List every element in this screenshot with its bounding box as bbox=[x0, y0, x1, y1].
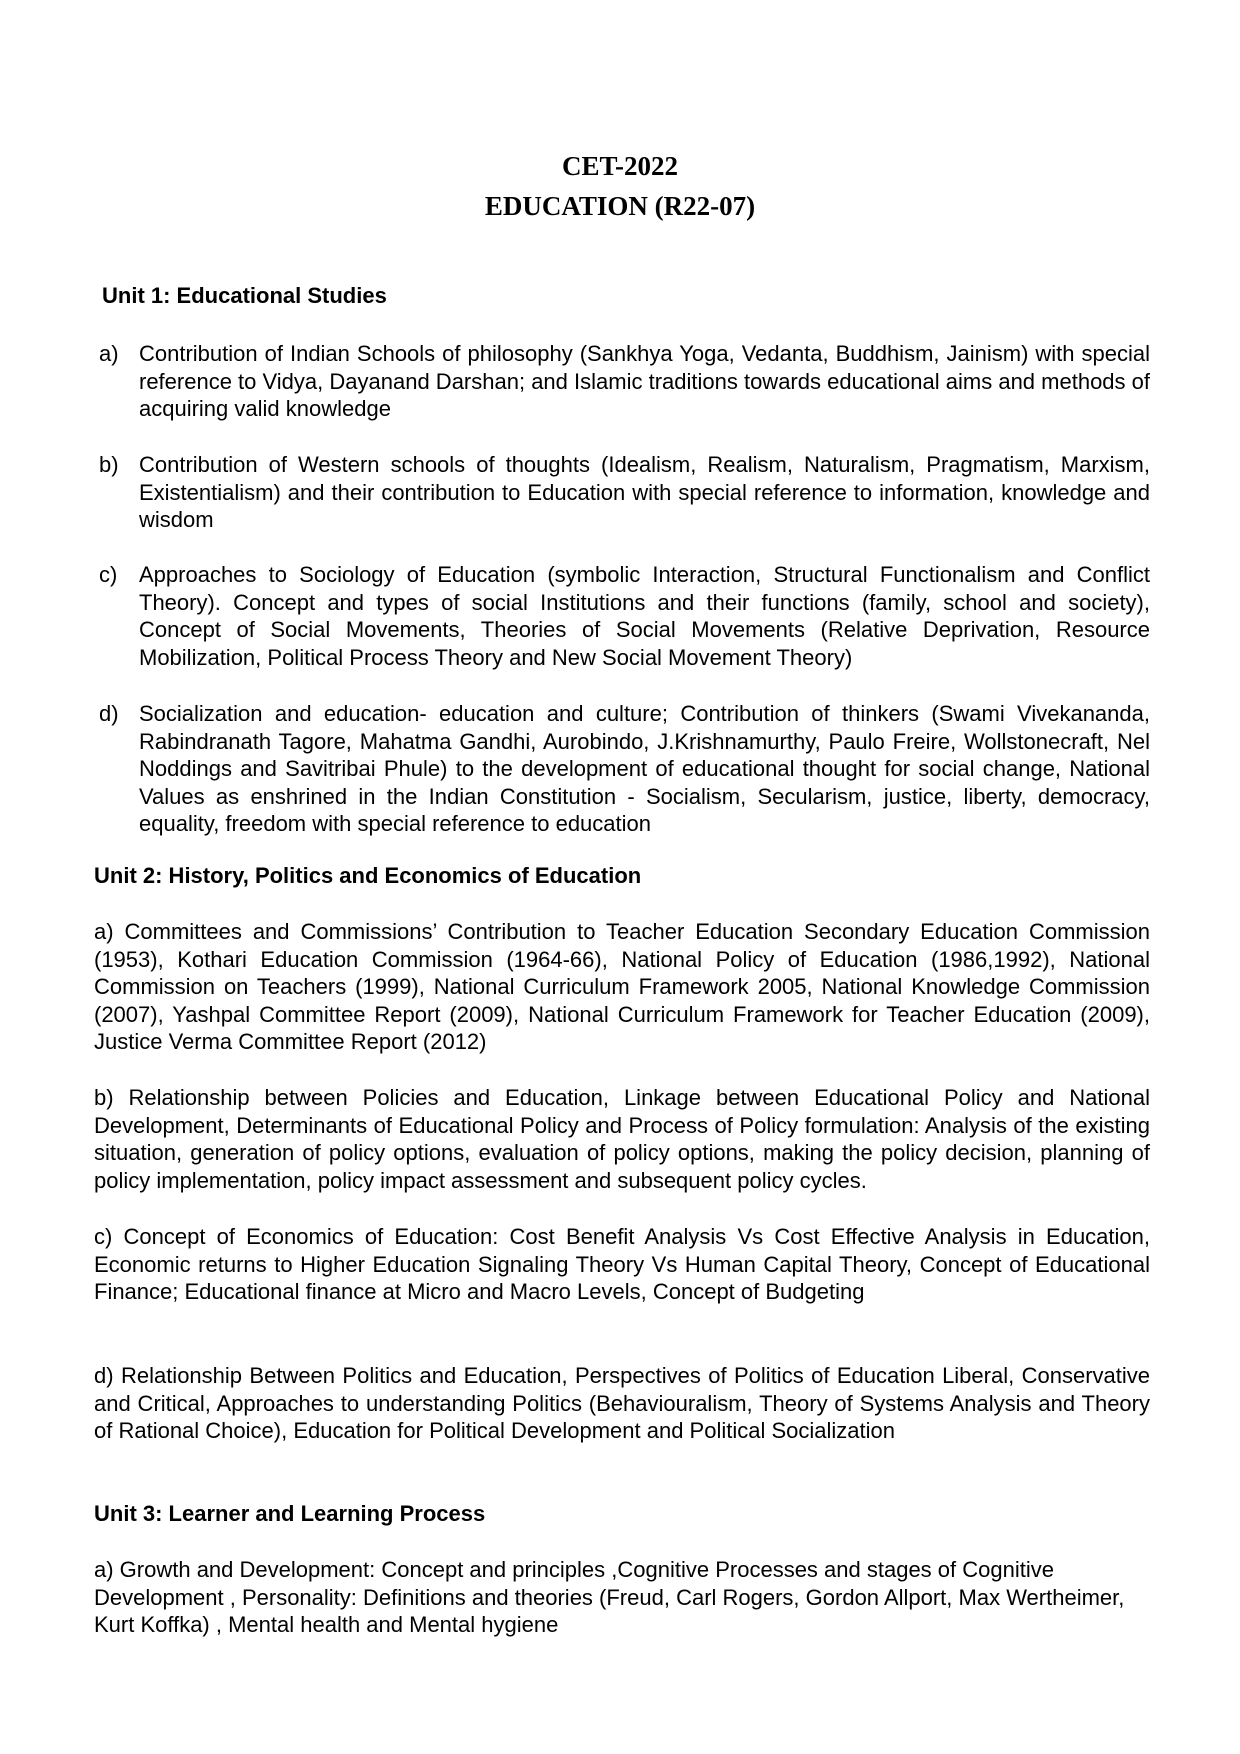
unit-3-heading: Unit 3: Learner and Learning Process bbox=[94, 1501, 486, 1526]
unit-2-item-a: a) Committees and Commissions’ Contribution to Teacher Education Secondary Education Commission (1953), Kothari Education Commission (1964-66), National Policy of Education (1986,1992), National Commission on Teachers (1999), National Curriculum Framework 2005, National Knowledge Commission (2007), Yashpal Committee Report (2009), National Curriculum Framework for Teacher Education (2009), Justice Verma Committee Report (2012) bbox=[94, 919, 1150, 1054]
exam-title: CET-2022 bbox=[561, 151, 679, 181]
unit-2-item-b: b) Relationship between Policies and Education, Linkage between Educational Policy and National Development, Determinants of Educational Policy and Process of Policy formulation: Analysis of the existing situation, generation of policy options, evaluation of policy options, making the policy decision, planning of policy implementation, policy impact assessment and subsequent policy cycles. bbox=[94, 1085, 1150, 1193]
unit-1-item-c bbox=[99, 561, 1150, 671]
item-text: Contribution of Western schools of thoughts (Idealism, Realism, Naturalism, Pragmatism, Marxism, Existentialism) and their contribution to Education with special reference to information, knowledge and wisdom bbox=[139, 452, 1150, 532]
unit-2-item-d: d) Relationship Between Politics and Education, Perspectives of Politics of Education Liberal, Conservative and Critical, Approaches to understanding Politics (Behaviouralism, Theory of Systems Analysis and Theory of Rational Choice), Education for Political Development and Political Socialization bbox=[94, 1363, 1150, 1443]
item-text: Approaches to Sociology of Education (symbolic Interaction, Structural Functionalism and Conflict Theory). Concept and types of social Institutions and their functions (family, school and society), Concept of Social Movements, Theories of Social Movements (Relative Deprivation, Resource Mobilization, Political Process Theory and New Social Movement Theory) bbox=[139, 562, 1150, 670]
unit-1-item-d bbox=[99, 700, 1150, 838]
item-text: Contribution of Indian Schools of philosophy (Sankhya Yoga, Vedanta, Buddhism, Jainism) with special reference to Vidya, Dayanand Darshan; and Islamic traditions towards educational aims and methods of acquiring valid knowledge bbox=[139, 341, 1150, 421]
item-marker: c) bbox=[99, 562, 118, 587]
unit-3-item-a: a) Growth and Development: Concept and principles ,Cognitive Processes and stages of Cognitive Development , Personality: Definitions and theories (Freud, Carl Rogers, Gordon Allport, Max Wertheimer, Kurt Koffka) , Mental health and Mental hygiene bbox=[94, 1557, 1125, 1637]
unit-1-item-b bbox=[99, 451, 1150, 534]
subject-title: EDUCATION (R22-07) bbox=[484, 191, 756, 221]
item-marker: b) bbox=[99, 452, 119, 477]
item-marker: d) bbox=[99, 701, 119, 726]
unit-2-heading: Unit 2: History, Politics and Economics of Education bbox=[94, 863, 642, 888]
item-marker: a) bbox=[99, 341, 119, 366]
unit-1-heading: Unit 1: Educational Studies bbox=[102, 283, 387, 308]
item-text: Socialization and education- education and culture; Contribution of thinkers (Swami Vivekananda, Rabindranath Tagore, Mahatma Gandhi, Aurobindo, J.Krishnamurthy, Paulo Freire, Wollstonecraft, Nel Noddings and Savitribai Phule) to the development of educational thought for social change, National Values as enshrined in the Indian Constitution - Socialism, Secularism, justice, liberty, democracy, equality, freedom with special reference to education bbox=[139, 701, 1150, 836]
unit-1-item-a bbox=[99, 340, 1150, 423]
unit-2-item-c: c) Concept of Economics of Education: Cost Benefit Analysis Vs Cost Effective Analysis in Education, Economic returns to Higher Education Signaling Theory Vs Human Capital Theory, Concept of Educational Finance; Educational finance at Micro and Macro Levels, Concept of Budgeting bbox=[94, 1224, 1150, 1304]
